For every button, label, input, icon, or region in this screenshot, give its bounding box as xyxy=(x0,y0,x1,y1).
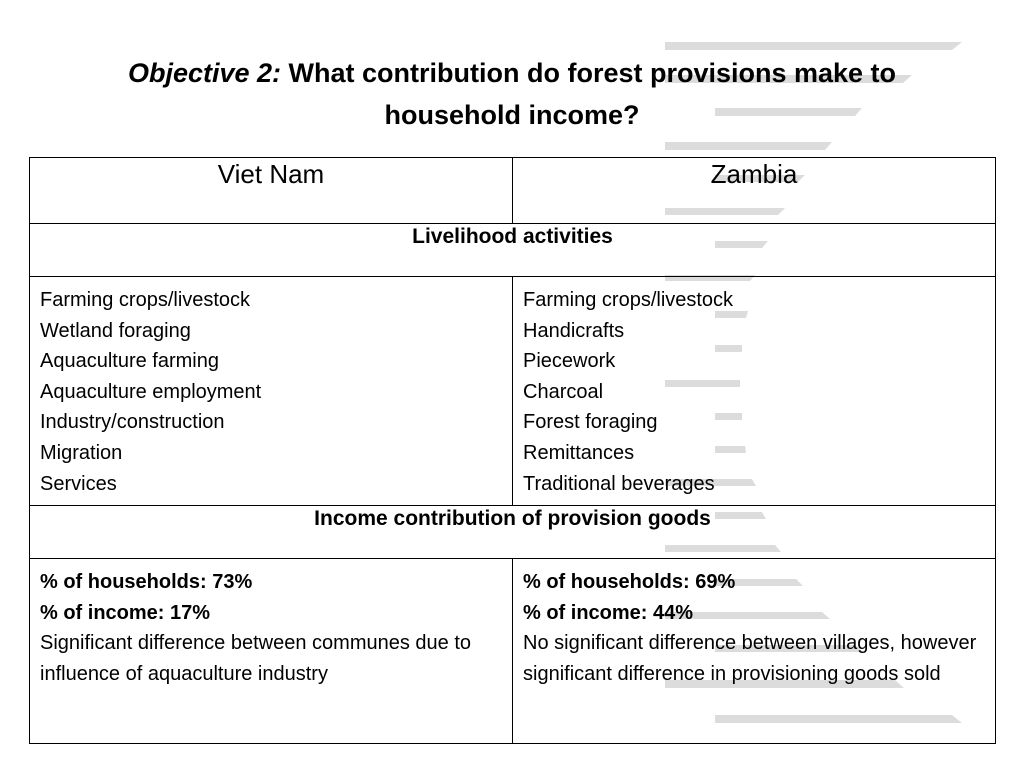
list-item: Forest foraging xyxy=(523,411,658,434)
income-stat: % of income: 17% xyxy=(40,601,211,624)
list-item: Piecework xyxy=(523,350,616,373)
viet-nam-activities-cell xyxy=(30,277,513,506)
income-note: No significant difference between villages, however significant difference in provisioning goods sold xyxy=(523,632,977,685)
list-item: Handicrafts xyxy=(523,319,625,342)
list-item: Industry/construction xyxy=(40,411,225,434)
list-item: Remittances xyxy=(523,441,635,464)
list-item: Farming crops/livestock xyxy=(40,289,251,311)
households-stat: % of households: 73% xyxy=(40,571,253,594)
table-header-row xyxy=(30,158,996,224)
income-note: Significant difference between communes due to influence of aquaculture industry xyxy=(40,632,472,685)
list-item: Aquaculture farming xyxy=(40,350,219,373)
list-item: Traditional beverages xyxy=(523,472,715,495)
column-header-zambia: Zambia xyxy=(513,158,996,224)
income-row xyxy=(30,559,996,744)
list-item: Wetland foraging xyxy=(40,319,191,342)
households-stat: % of households: 69% xyxy=(523,571,736,594)
column-header-viet-nam: Viet Nam xyxy=(30,158,513,224)
income-stat: % of income: 44% xyxy=(523,601,694,624)
list-item: Services xyxy=(40,472,117,495)
comparison-table xyxy=(29,157,996,744)
list-item: Farming crops/livestock xyxy=(523,289,734,311)
zambia-income-cell xyxy=(513,559,996,744)
section-row-livelihood xyxy=(30,224,996,277)
title-objective-label: Objective 2: xyxy=(127,58,282,88)
list-item: Charcoal xyxy=(523,380,604,403)
zambia-activities-cell xyxy=(513,277,996,506)
section-heading-livelihood: Livelihood activities xyxy=(30,224,996,277)
viet-nam-income-cell xyxy=(30,559,513,744)
list-item: Migration xyxy=(40,441,123,464)
list-item: Aquaculture employment xyxy=(40,380,262,403)
title-question: What contribution do forest provisions make to household income? xyxy=(281,58,897,130)
slide-title xyxy=(60,52,964,136)
section-heading-income: Income contribution of provision goods xyxy=(30,506,996,559)
livelihood-row xyxy=(30,277,996,506)
section-row-income xyxy=(30,506,996,559)
